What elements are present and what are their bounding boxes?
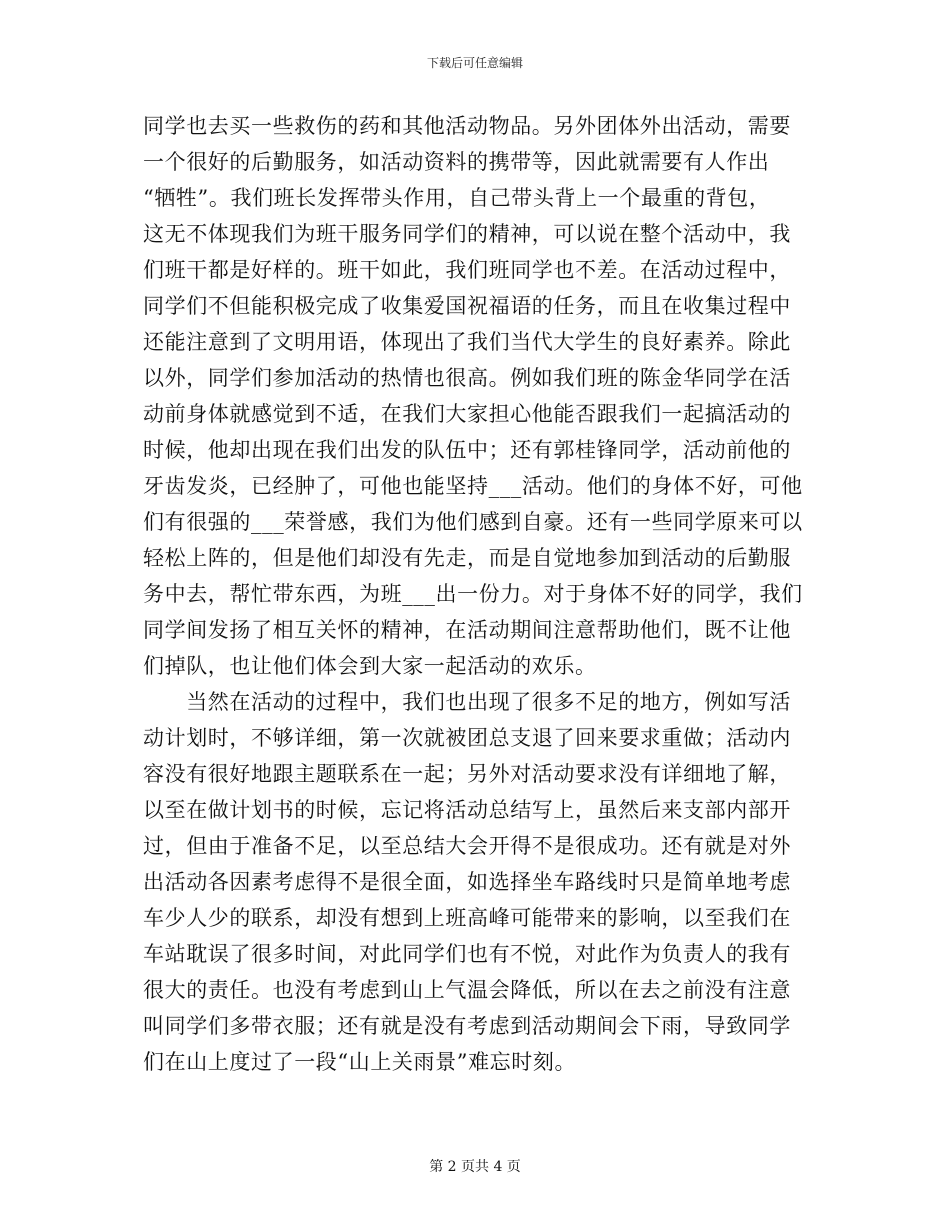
text-line: 车少人少的联系，却没有想到上班高峰可能带来的影响，以至我们在 bbox=[143, 906, 791, 930]
text-line: 务中去，帮忙带东西，为班___出一份力。对于身体不好的同学，我们 bbox=[143, 582, 803, 606]
text-line: 这无不体现我们为班干服务同学们的精神，可以说在整个活动中，我 bbox=[143, 222, 791, 246]
text-line: 同学们不但能积极完成了收集爱国祝福语的任务，而且在收集过程中 bbox=[143, 294, 791, 318]
text-line: 叫同学们多带衣服；还有就是没有考虑到活动期间会下雨，导致同学 bbox=[143, 1014, 791, 1038]
text-line: 们有很强的___荣誉感，我们为他们感到自豪。还有一些同学原来可以 bbox=[143, 510, 803, 534]
text-line: 车站耽误了很多时间，对此同学们也有不悦，对此作为负责人的我有 bbox=[143, 942, 791, 966]
text-line: “牺牲”。我们班长发挥带头作用，自己带头背上一个最重的背包， bbox=[143, 186, 771, 210]
text-line: 时候，他却出现在我们出发的队伍中；还有郭桂锋同学，活动前他的 bbox=[143, 438, 791, 462]
text-line: 很大的责任。也没有考虑到山上气温会降低，所以在去之前没有注意 bbox=[143, 978, 791, 1002]
text-line: 动前身体就感觉到不适，在我们大家担心他能否跟我们一起搞活动的 bbox=[143, 402, 791, 426]
text-line: 轻松上阵的，但是他们却没有先走，而是自觉地参加到活动的后勤服 bbox=[143, 546, 791, 570]
text-line: 动计划时，不够详细，第一次就被团总支退了回来要求重做；活动内 bbox=[143, 726, 791, 750]
text-line: 同学也去买一些救伤的药和其他活动物品。另外团体外出活动，需要 bbox=[143, 114, 791, 138]
text-line: 以至在做计划书的时候，忘记将活动总结写上，虽然后来支部内部开 bbox=[143, 798, 791, 822]
text-line: 出活动各因素考虑得不是很全面，如选择坐车路线时只是简单地考虑 bbox=[143, 870, 791, 894]
text-line: 当然在活动的过程中，我们也出现了很多不足的地方，例如写活 bbox=[143, 690, 791, 714]
text-line: 以外，同学们参加活动的热情也很高。例如我们班的陈金华同学在活 bbox=[143, 366, 791, 390]
page-header: 下载后可任意编辑 bbox=[426, 56, 523, 70]
text-line: 同学间发扬了相互关怀的精神，在活动期间注意帮助他们，既不让他 bbox=[143, 618, 791, 642]
text-line: 还能注意到了文明用语，体现出了我们当代大学生的良好素养。除此 bbox=[143, 330, 791, 354]
text-line: 一个很好的后勤服务，如活动资料的携带等，因此就需要有人作出 bbox=[143, 150, 770, 174]
text-line: 过，但由于准备不足，以至总结大会开得不是很成功。还有就是对外 bbox=[143, 834, 791, 858]
page-number: 第 2 页共 4 页 bbox=[429, 1159, 521, 1175]
document-body bbox=[143, 108, 823, 1080]
text-line: 牙齿发炎，已经肿了，可他也能坚持___活动。他们的身体不好，可他 bbox=[143, 474, 803, 498]
text-line: 们在山上度过了一段“山上关雨景”难忘时刻。 bbox=[143, 1050, 577, 1074]
text-line: 们掉队，也让他们体会到大家一起活动的欢乐。 bbox=[143, 654, 597, 678]
text-line: 容没有很好地跟主题联系在一起；另外对活动要求没有详细地了解， bbox=[143, 762, 791, 786]
text-line: 们班干都是好样的。班干如此，我们班同学也不差。在活动过程中， bbox=[143, 258, 791, 282]
